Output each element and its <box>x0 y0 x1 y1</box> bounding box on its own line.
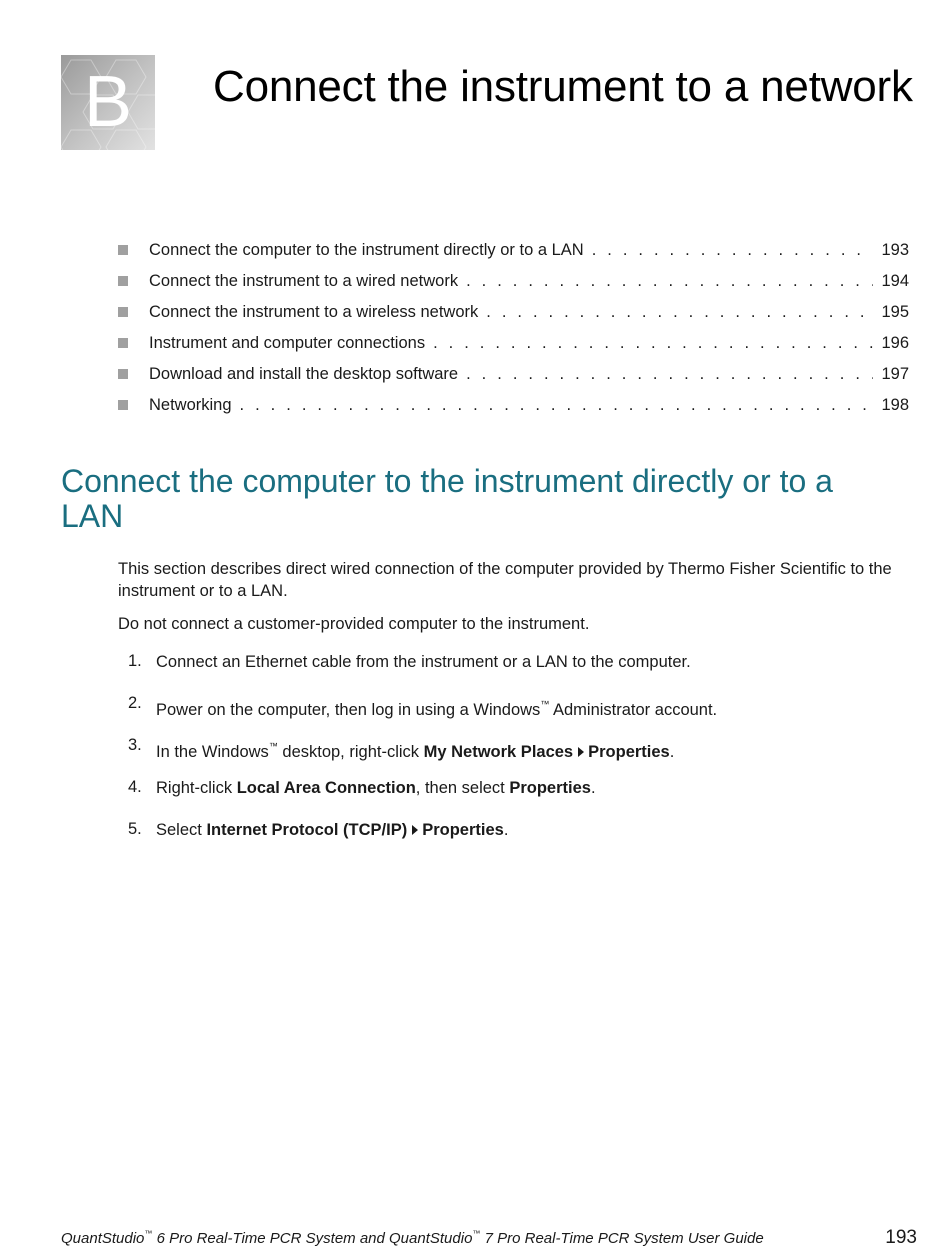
procedure-step <box>118 650 918 692</box>
step-number: 2. <box>128 694 142 712</box>
toc-item-label[interactable]: Connect the computer to the instrument directly or to a LAN <box>149 241 584 259</box>
toc-leader-dots <box>592 241 874 260</box>
ui-term: Properties <box>422 821 504 839</box>
step-number: 1. <box>128 652 142 670</box>
ui-term: Local Area Connection <box>236 779 416 797</box>
toc-item-label[interactable]: Download and install the desktop software <box>149 365 459 383</box>
procedure-steps <box>118 650 918 860</box>
toc-item-page[interactable]: 197 <box>881 365 909 383</box>
ui-term: Properties <box>588 743 670 761</box>
toc-item-label[interactable]: Connect the instrument to a wireless network <box>149 303 479 321</box>
toc-item[interactable] <box>118 272 909 303</box>
ui-term: Properties <box>509 779 591 797</box>
toc-item[interactable] <box>118 396 909 427</box>
chapter-tab <box>61 55 155 150</box>
toc-item-page[interactable]: 193 <box>881 241 909 259</box>
procedure-step <box>118 818 918 860</box>
toc-item[interactable] <box>118 334 909 365</box>
trademark-symbol: ™ <box>268 741 278 751</box>
step-text: Right-click Local Area Connection, then select Properties. <box>156 779 596 797</box>
ui-term: Internet Protocol (TCP/IP) <box>206 821 408 839</box>
toc-item[interactable] <box>118 365 909 396</box>
square-bullet-icon <box>118 400 128 410</box>
chapter-letter: B <box>83 62 133 142</box>
section-heading: Connect the computer to the instrument directly or to a LAN <box>61 463 833 534</box>
square-bullet-icon <box>118 245 128 255</box>
step-number: 3. <box>128 736 142 754</box>
chapter-title: Connect the instrument to a network <box>213 62 913 111</box>
warning-paragraph: Do not connect a customer-provided computer to the instrument. <box>118 615 590 633</box>
step-text: In the Windows™ desktop, right-click My Network Places Properties. <box>156 741 675 761</box>
footer-doc-title: QuantStudio™ 6 Pro Real-Time PCR System and QuantStudio™ 7 Pro Real-Time PCR System User Guide <box>61 1229 764 1247</box>
toc-item-label[interactable]: Connect the instrument to a wired network <box>149 272 459 290</box>
ui-term: My Network Places <box>423 743 574 761</box>
toc-leader-dots <box>466 272 873 291</box>
chapter-toc <box>118 241 909 427</box>
toc-item[interactable] <box>118 241 909 272</box>
footer-page-number: 193 <box>885 1227 917 1248</box>
toc-leader-dots <box>486 303 873 322</box>
toc-item[interactable] <box>118 303 909 334</box>
step-number: 4. <box>128 778 142 796</box>
step-number: 5. <box>128 820 142 838</box>
step-text: Connect an Ethernet cable from the instrument or a LAN to the computer. <box>156 653 691 671</box>
square-bullet-icon <box>118 307 128 317</box>
step-text: Select Internet Protocol (TCP/IP) Properties. <box>156 821 509 839</box>
toc-leader-dots <box>466 365 873 384</box>
trademark-symbol: ™ <box>540 699 550 709</box>
square-bullet-icon <box>118 338 128 348</box>
procedure-step <box>118 776 918 818</box>
toc-leader-dots <box>240 396 874 415</box>
toc-leader-dots <box>433 334 873 353</box>
toc-item-page[interactable]: 195 <box>881 303 909 321</box>
procedure-step <box>118 692 918 734</box>
procedure-step <box>118 734 918 776</box>
square-bullet-icon <box>118 276 128 286</box>
intro-paragraph: This section describes direct wired connection of the computer provided by Thermo Fisher Scientific to the instrument or to a LAN. <box>118 560 892 600</box>
toc-item-page[interactable]: 194 <box>881 272 909 290</box>
square-bullet-icon <box>118 369 128 379</box>
toc-item-label[interactable]: Instrument and computer connections <box>149 334 426 352</box>
step-text: Power on the computer, then log in using a Windows™ Administrator account. <box>156 699 718 719</box>
toc-item-label[interactable]: Networking <box>149 396 232 414</box>
trademark-symbol: ™ <box>472 1229 481 1238</box>
right-triangle-icon <box>578 747 584 757</box>
toc-item-page[interactable]: 198 <box>881 396 909 414</box>
toc-item-page[interactable]: 196 <box>881 334 909 352</box>
right-triangle-icon <box>412 825 418 835</box>
trademark-symbol: ™ <box>144 1229 153 1238</box>
